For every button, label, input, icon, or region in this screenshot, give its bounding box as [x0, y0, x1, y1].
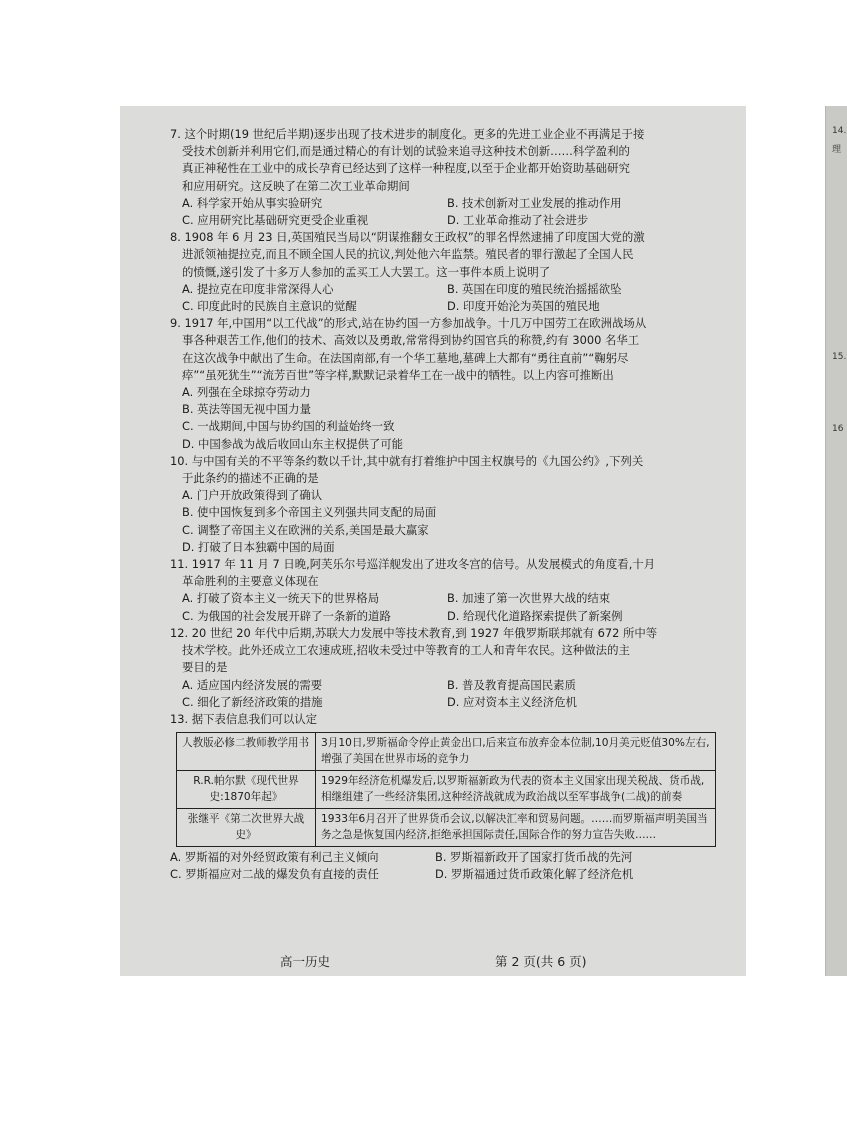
adjacent-page-edge: [825, 106, 847, 976]
answer-options: [170, 384, 780, 453]
answer-option: B. 技术创新对工业发展的推动作用: [447, 195, 622, 210]
question-stem-line: 的愤慨,遂引发了十多万人参加的孟买工人大罢工。这一事件本质上说明了: [182, 264, 551, 279]
table-row: [177, 771, 716, 809]
question-stem-line: 事各种艰苦工作,他们的技术、高效以及勇敢,常常得到协约国官兵的称赞,约有 3000 名华工: [182, 333, 640, 348]
answer-option: A. 打破了资本主义一统天下的世界格局: [182, 591, 380, 606]
question-list: [170, 126, 780, 711]
answer-option: B. 使中国恢复到多个帝国主义列强共同支配的局面: [182, 505, 437, 520]
question-stem-line: 7. 这个时期(19 世纪后半期)逐步出现了技术进步的制度化。更多的先进工业企业不再满足于接: [170, 127, 645, 141]
table-source-cell: R.R.帕尔默《现代世界史:1870年起》: [177, 771, 316, 809]
question-stem-line: 8. 1908 年 6 月 23 日,英国殖民当局以“阴谋推翻女王政权”的罪名悍然逮捕了印度国大党的激: [170, 230, 645, 245]
answer-option: A. 科学家开始从事实验研究: [182, 195, 323, 210]
question-13: [170, 711, 780, 884]
question-stem-line: 9. 1917 年,中国用“以工代战”的形式,站在协约国一方参加战争。十几万中国劳工在欧洲战场从: [170, 316, 647, 331]
answer-option: C. 细化了新经济政策的措施: [182, 694, 323, 709]
exam-page-content: [170, 126, 780, 884]
answer-option: B. 英国在印度的殖民统治摇摇欲坠: [447, 281, 622, 296]
answer-options: [170, 677, 780, 711]
source-table: [176, 732, 716, 847]
answer-option: C. 为俄国的社会发展开辟了一条新的道路: [182, 608, 391, 623]
answer-option: B. 罗斯福新政开了国家打货币战的先河: [435, 850, 633, 865]
table-content-cell: 3月10日,罗斯福命令停止黄金出口,后来宣布放弃金本位制,10月美元贬值30%左右,增强了美国在世界市场的竞争力: [316, 733, 716, 771]
question-stem-line: 13. 据下表信息我们可以认定: [170, 711, 318, 726]
page-number: 第 2 页(共 6 页): [495, 954, 587, 969]
table-source-cell: 张继平《第二次世界大战史》: [177, 809, 316, 847]
question-11: [170, 556, 780, 625]
question-9: [170, 315, 780, 453]
answer-option: B. 英法等国无视中国力量: [182, 402, 311, 417]
photo-of-exam-page: [120, 106, 847, 976]
answer-options: [170, 590, 780, 624]
answer-option: A. 罗斯福的对外经贸政策有利己主义倾向: [170, 850, 379, 865]
margin-number: 14.: [832, 126, 847, 136]
question-stem-line: 受技术创新并利用它们,而是通过精心的有计划的试验来追寻这种技术创新……科学盈利的: [182, 144, 630, 159]
question-10: [170, 453, 780, 556]
question-stem-line: 要目的是: [182, 660, 228, 675]
answer-option: D. 印度开始沦为英国的殖民地: [447, 299, 600, 314]
question-12: [170, 625, 780, 711]
answer-options: [170, 281, 780, 315]
answer-options: [170, 487, 780, 556]
question-stem-line: 技术学校。此外还成立工农速成班,招收未受过中等教育的工人和青年农民。这种做法的主: [182, 643, 630, 658]
question-stem-line: 瘁”“虽死犹生”“流芳百世”等字样,默默记录着华工在一战中的牺牲。以上内容可推断出: [182, 367, 614, 382]
table-row: [177, 809, 716, 847]
answer-option: D. 给现代化道路探索提供了新案例: [447, 608, 623, 623]
answer-option: C. 罗斯福应对二战的爆发负有直接的责任: [170, 867, 379, 882]
table-content-cell: 1929年经济危机爆发后,以罗斯福新政为代表的资本主义国家出现关税战、货币战,相继组建了一些经济集团,这种经济战就成为政治战以至军事战争(二战)的前奏: [316, 771, 716, 809]
margin-number: 理: [832, 145, 842, 155]
answer-option: D. 应对资本主义经济危机: [447, 694, 577, 709]
table-row: [177, 733, 716, 771]
answer-option: A. 提拉克在印度非常深得人心: [182, 281, 334, 296]
answer-option: D. 中国参战为战后收回山东主权提供了可能: [182, 436, 404, 451]
question-stem-line: 10. 与中国有关的不平等条约数以千计,其中就有打着维护中国主权旗号的《九国公约》,下列关: [170, 453, 644, 468]
question-stem-line: 真正神秘性在工业中的成长孕育已经达到了这样一种程度,以至于企业都开始资助基础研究: [182, 161, 630, 176]
answer-options: [170, 849, 780, 883]
table-content-cell: 1933年6月召开了世界货币会议,以解决汇率和贸易问题。……而罗斯福声明美国当务之急是恢复国内经济,拒绝承担国际责任,国际合作的努力宣告失败……: [316, 809, 716, 847]
question-stem-line: 和应用研究。这反映了在第二次工业革命期间: [182, 178, 410, 193]
answer-option: C. 一战期间,中国与协约国的利益始终一致: [182, 419, 395, 434]
answer-options: [170, 195, 780, 229]
answer-option: A. 门户开放政策得到了确认: [182, 488, 323, 503]
margin-number: 16: [832, 424, 844, 434]
answer-option: D. 罗斯福通过货币政策化解了经济危机: [435, 867, 634, 882]
answer-option: C. 调整了帝国主义在欧洲的关系,美国是最大赢家: [182, 522, 429, 537]
answer-option: B. 普及教育提高国民素质: [447, 677, 576, 692]
question-stem-line: 12. 20 世纪 20 年代中后期,苏联大力发展中等技术教育,到 1927 年俄罗斯联邦就有 672 所中等: [170, 625, 658, 640]
question-stem-line: 进派领袖提拉克,而且不顾全国人民的抗议,判处他六年监禁。殖民者的罪行激起了全国人民: [182, 247, 634, 262]
answer-option: D. 工业革命推动了社会进步: [447, 213, 589, 228]
table-source-cell: 人教版必修二教师教学用书: [177, 733, 316, 771]
question-stem-line: 11. 1917 年 11 月 7 日晚,阿芙乐尔号巡洋舰发出了进攻冬宫的信号。从发展模式的角度看,十月: [170, 557, 656, 572]
answer-option: A. 适应国内经济发展的需要: [182, 677, 323, 692]
question-stem-line: 革命胜利的主要意义体现在: [182, 574, 319, 589]
answer-option: C. 印度此时的民族自主意识的觉醒: [182, 299, 357, 314]
question-stem-line: 在这次战争中献出了生命。在法国南部,有一个华工墓地,墓碑上大都有“勇往直前”“鞠躬尽: [182, 350, 629, 365]
answer-option: A. 列强在全球掠夺劳动力: [182, 385, 311, 400]
margin-number: 15.: [832, 352, 847, 362]
answer-option: C. 应用研究比基础研究更受企业重视: [182, 213, 369, 228]
question-stem-line: 于此条约的描述不正确的是: [182, 471, 319, 486]
question-7: [170, 126, 780, 229]
question-8: [170, 229, 780, 315]
subject-label: 高一历史: [280, 954, 331, 969]
answer-option: B. 加速了第一次世界大战的结束: [447, 591, 611, 606]
answer-option: D. 打破了日本独霸中国的局面: [182, 539, 335, 554]
